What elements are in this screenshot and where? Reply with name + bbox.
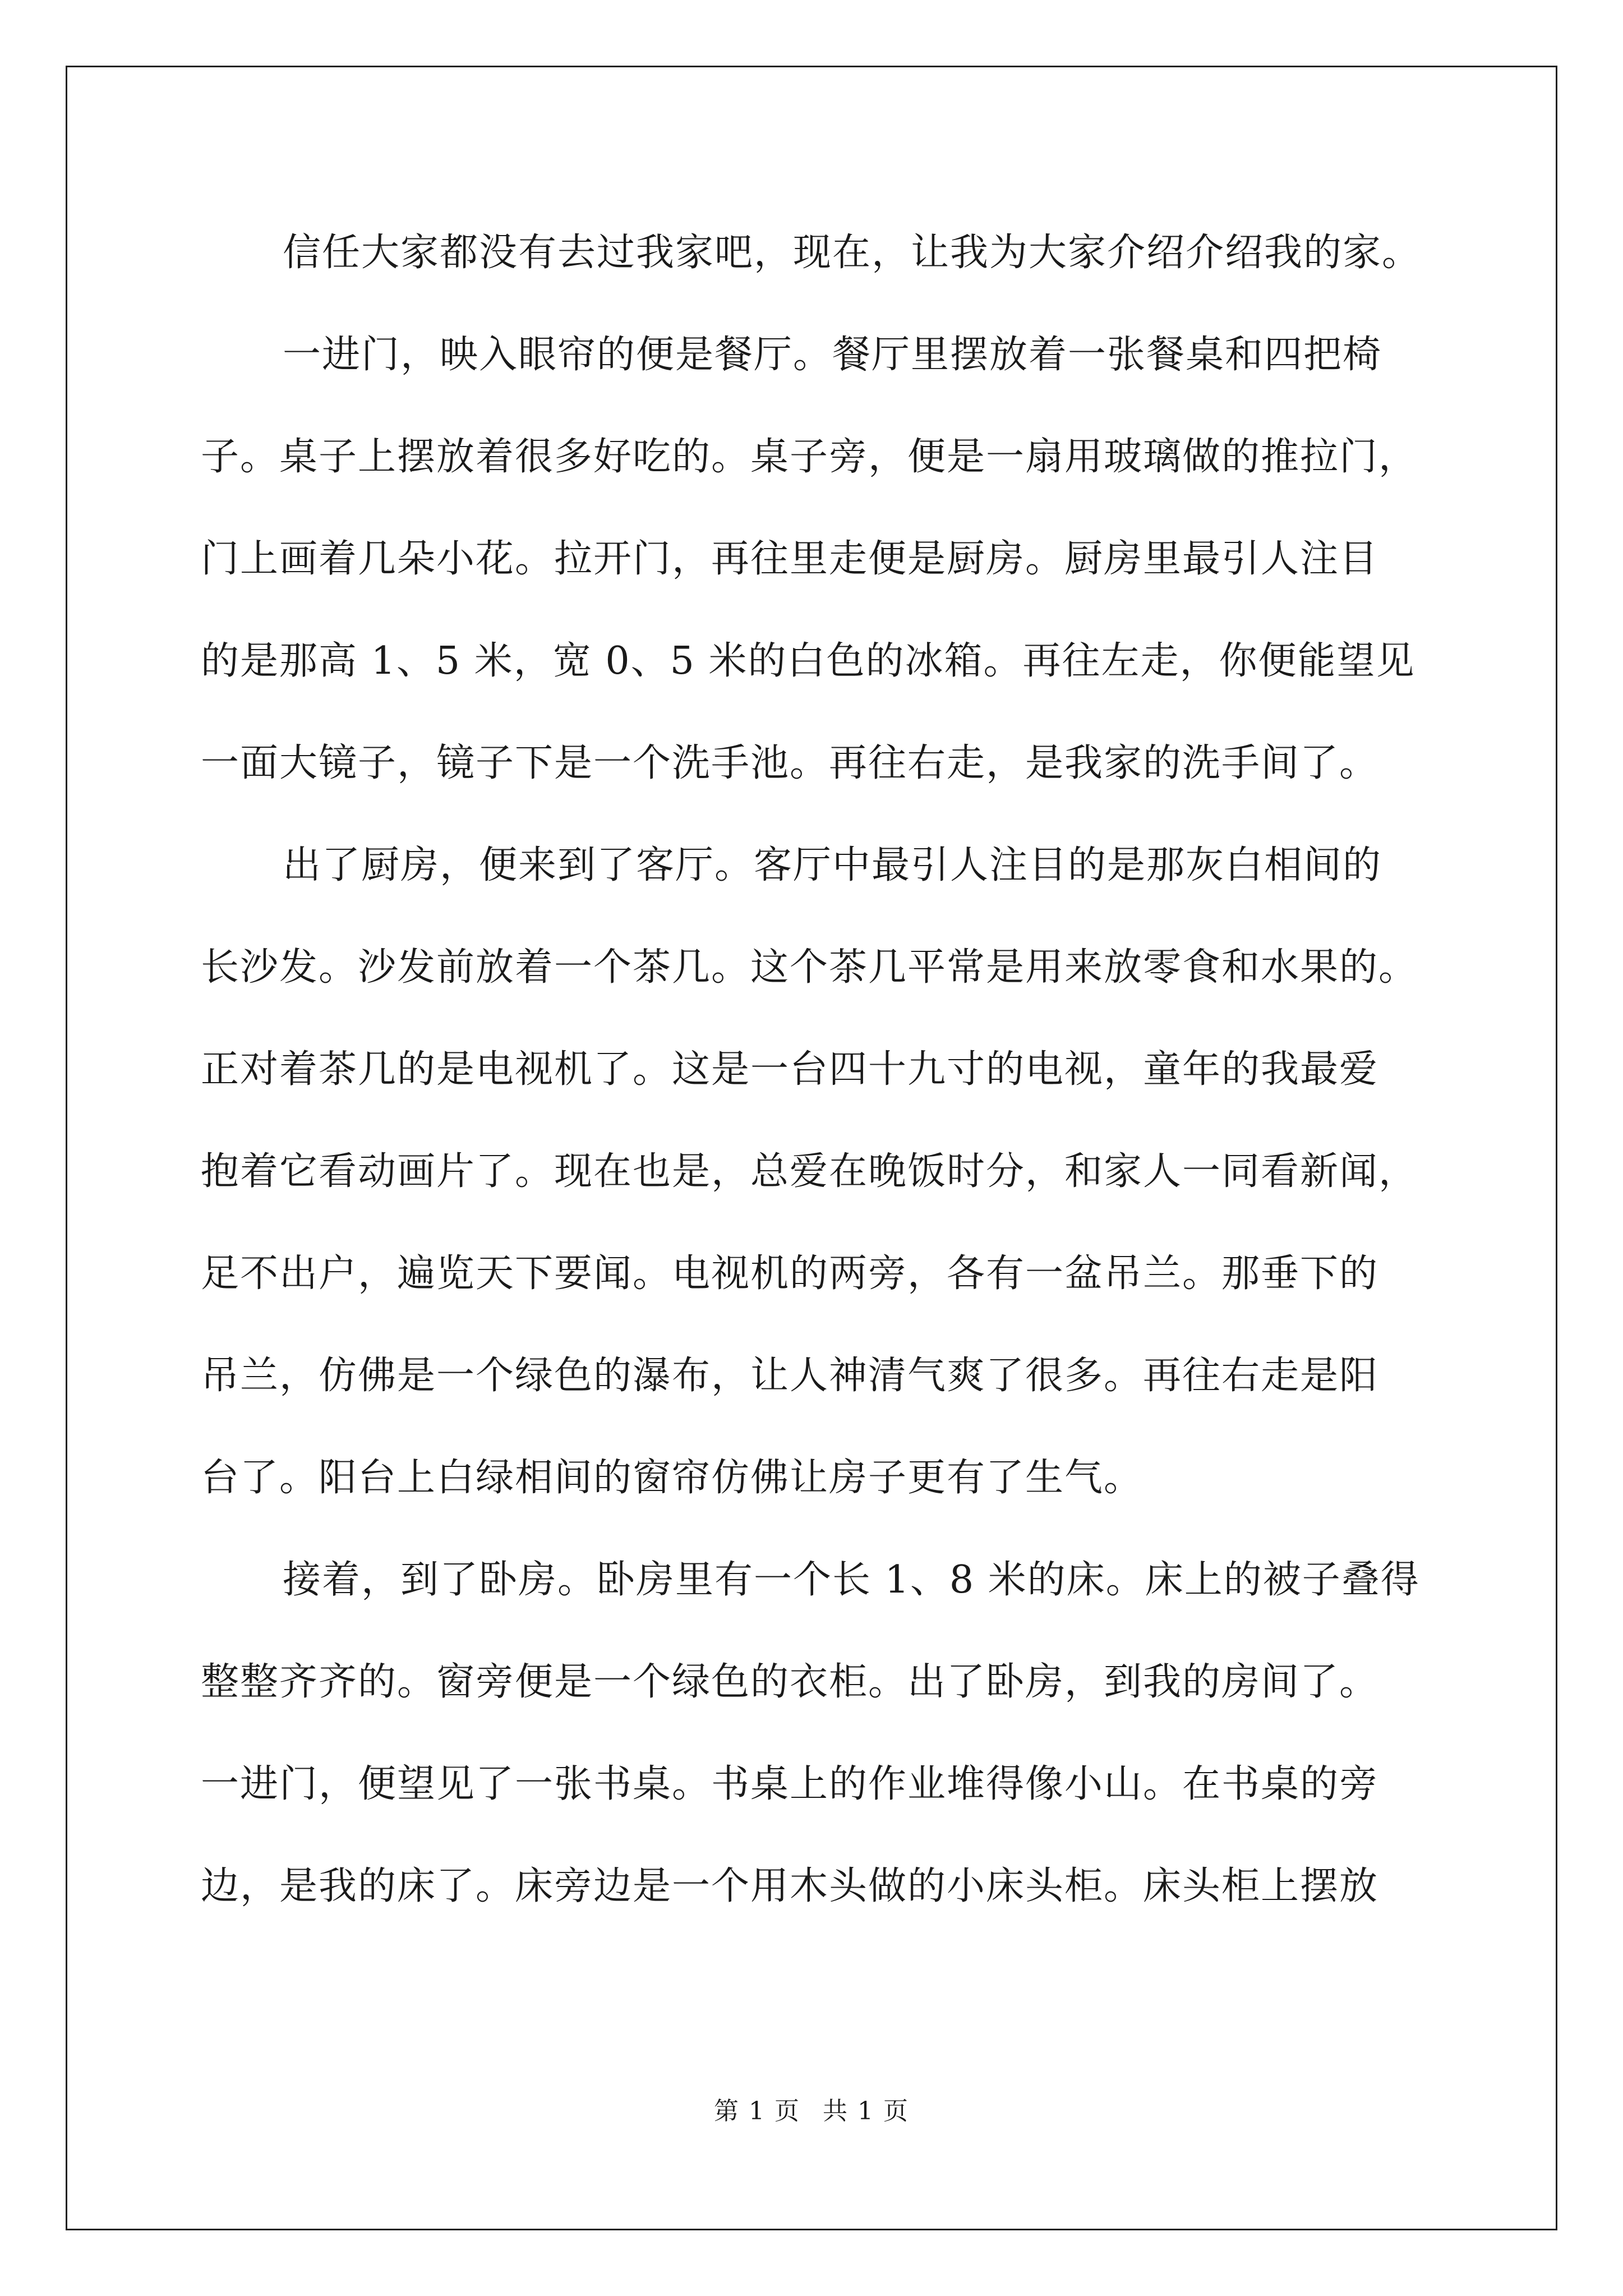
page-footer [0,2095,1623,2128]
paragraph-line: 一面大镜子，镜子下是一个洗手池。再往右走，是我家的洗手间了。 [201,741,1379,785]
paragraph-line: 子。桌子上摆放着很多好吃的。桌子旁，便是一扇用玻璃做的推拉门， [201,435,1418,479]
paragraph-line: 正对着茶几的是电视机了。这是一台四十九寸的电视，童年的我最爱 [201,1047,1379,1092]
paragraph-line: 的是那高 1、5 米，宽 0、5 米的白色的冰箱。再往左走，你便能望见 [201,639,1415,683]
paragraph-line: 足不出户，遍览天下要闻。电视机的两旁，各有一盆吊兰。那垂下的 [201,1251,1379,1296]
paragraph-line: 长沙发。沙发前放着一个茶几。这个茶几平常是用来放零食和水果的。 [201,945,1418,990]
paragraph-line: 台了。阳台上白绿相间的窗帘仿佛让房子更有了生气。 [201,1456,1144,1500]
paragraph-line: 吊兰，仿佛是一个绿色的瀑布，让人神清气爽了很多。再往右走是阳 [201,1354,1379,1398]
paragraph-line: 抱着它看动画片了。现在也是，总爱在晚饭时分，和家人一同看新闻， [201,1149,1418,1194]
page-number: 第 1 页 [714,2097,800,2125]
paragraph-line: 信任大家都没有去过我家吧，现在，让我为大家介绍介绍我的家。 [283,231,1422,275]
document-body [201,202,1435,1938]
paragraph-line: 一进门，便望见了一张书桌。书桌上的作业堆得像小山。在书桌的旁 [201,1762,1379,1806]
paragraph-line: 出了厨房，便来到了客厅。客厅中最引人注目的是那灰白相间的 [283,843,1382,887]
page-total: 共 1 页 [823,2097,909,2125]
paragraph-line: 整整齐齐的。窗旁便是一个绿色的衣柜。出了卧房，到我的房间了。 [201,1660,1379,1704]
paragraph-line: 一进门，映入眼帘的便是餐厅。餐厅里摆放着一张餐桌和四把椅 [283,333,1382,377]
paragraph-line: 边，是我的床了。床旁边是一个用木头做的小床头柜。床头柜上摆放 [201,1864,1379,1908]
paragraph-line: 门上画着几朵小花。拉开门，再往里走便是厨房。厨房里最引人注目 [201,537,1379,581]
paragraph-line: 接着，到了卧房。卧房里有一个长 1、8 米的床。床上的被子叠得 [283,1558,1420,1602]
